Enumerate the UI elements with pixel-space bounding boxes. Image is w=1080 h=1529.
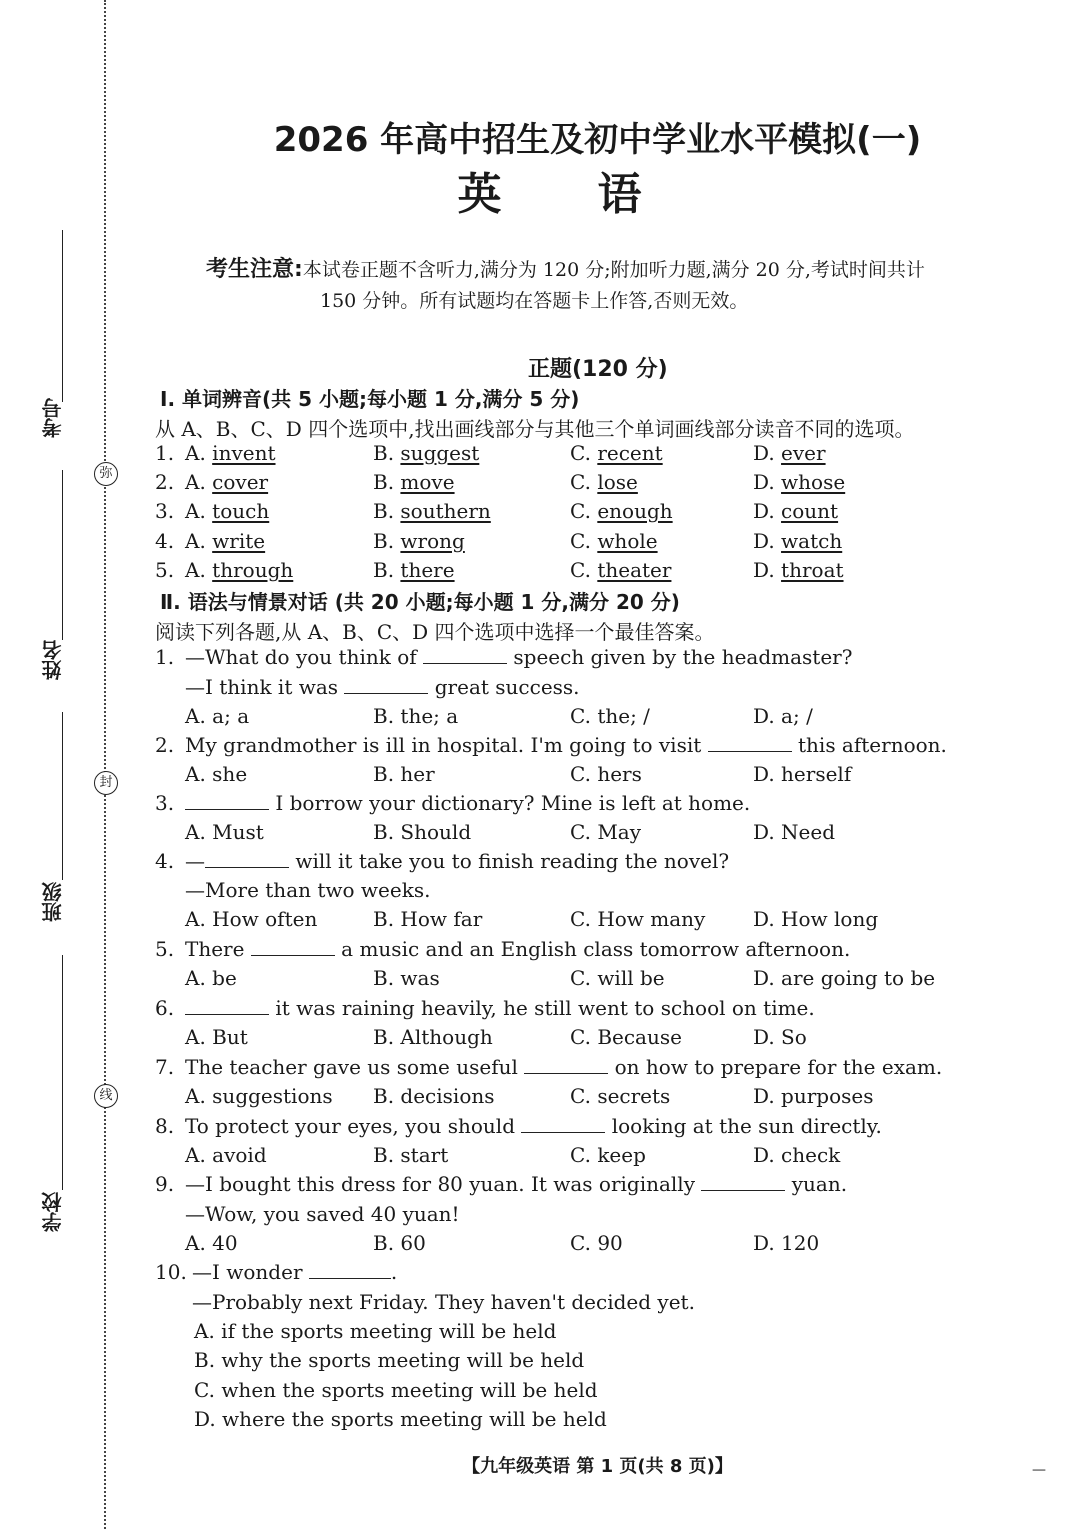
option-letter: B.	[373, 704, 395, 728]
option-text: 60	[400, 1231, 426, 1255]
option-text: Need	[781, 820, 836, 844]
option-text: 120	[781, 1231, 820, 1255]
option-word: invent	[212, 441, 276, 465]
option-letter: C.	[570, 1084, 591, 1108]
q8-option-d	[753, 1143, 840, 1167]
q8-text-a: To protect your eyes, you should	[185, 1114, 515, 1138]
option-word: watch	[781, 529, 843, 553]
q10-text-a: —I wonder	[192, 1260, 303, 1284]
option-letter: D.	[753, 441, 775, 465]
q1-line1	[185, 645, 852, 669]
q9-number: 9.	[155, 1172, 175, 1196]
option-letter: A.	[185, 1231, 206, 1255]
subject-title: 英语	[457, 169, 738, 220]
q9-text-a: —I bought this dress for 80 yuan. It was originally	[185, 1172, 695, 1196]
q2-option-a	[185, 762, 247, 786]
part1-q3-option-c	[570, 499, 673, 523]
part1-q4-option-a	[185, 529, 265, 553]
part1-q4-option-b	[373, 529, 465, 553]
q8-option-b	[373, 1143, 448, 1167]
q9-option-c	[570, 1231, 623, 1255]
option-letter: A.	[185, 1084, 206, 1108]
binding-dotted-line	[104, 0, 106, 1529]
option-letter: D.	[753, 529, 775, 553]
blank	[251, 937, 335, 956]
option-letter: B.	[373, 820, 395, 844]
part1-q5-option-a	[185, 558, 293, 582]
part1-q1-option-c	[570, 441, 663, 465]
option-letter: B.	[373, 558, 395, 582]
option-word: whose	[781, 470, 846, 494]
q4-option-d	[753, 907, 878, 931]
q7-text-a: The teacher gave us some useful	[185, 1055, 518, 1079]
part1-q5-option-b	[373, 558, 455, 582]
part1-q2-option-d	[753, 470, 845, 494]
option-letter: B.	[373, 441, 395, 465]
part1-heading: Ⅰ. 单词辨音(共 5 小题;每小题 1 分,满分 5 分)	[160, 387, 580, 411]
option-letter: A.	[185, 762, 206, 786]
option-letter: C.	[570, 1231, 591, 1255]
blank	[185, 791, 269, 810]
option-word: there	[400, 558, 455, 582]
class-line	[62, 712, 63, 880]
option-text: a; /	[781, 704, 813, 728]
q2-text-a: My grandmother is ill in hospital. I'm going to visit	[185, 733, 702, 757]
option-letter: D.	[753, 1143, 775, 1167]
option-letter: D.	[753, 1025, 775, 1049]
option-letter: A.	[185, 441, 206, 465]
option-letter: A.	[185, 907, 206, 931]
q4-option-a	[185, 907, 317, 931]
part1-q4-number: 4.	[155, 529, 175, 553]
q5-option-d	[753, 966, 935, 990]
option-text: suggestions	[212, 1084, 333, 1108]
q9-option-d	[753, 1231, 819, 1255]
option-text: hers	[597, 762, 642, 786]
q4-text-b: will it take you to finish reading the novel?	[295, 849, 730, 873]
option-word: suggest	[400, 441, 480, 465]
exam-number-line	[62, 230, 63, 402]
option-letter: D.	[753, 1084, 775, 1108]
option-text: why the sports meeting will be held	[221, 1348, 585, 1372]
page-footer: 【九年级英语 第 1 页(共 8 页)】	[462, 1456, 733, 1477]
option-word: theater	[597, 558, 672, 582]
q8-number: 8.	[155, 1114, 175, 1138]
part1-q5-option-d	[753, 558, 844, 582]
q5-line1	[185, 937, 850, 961]
option-text: secrets	[597, 1084, 671, 1108]
option-letter: C.	[570, 499, 591, 523]
option-text: start	[400, 1143, 449, 1167]
q8-option-c	[570, 1143, 646, 1167]
q1-text-b: speech given by the headmaster?	[513, 645, 853, 669]
q4-number: 4.	[155, 849, 175, 873]
blank	[708, 733, 792, 752]
option-letter: C.	[570, 470, 591, 494]
option-word: throat	[781, 558, 844, 582]
option-word: enough	[597, 499, 673, 523]
q7-line1	[185, 1055, 942, 1079]
option-letter: A.	[185, 558, 206, 582]
option-word: wrong	[400, 529, 465, 553]
q2-number: 2.	[155, 733, 175, 757]
part1-q1-option-a	[185, 441, 276, 465]
q6-text-b: it was raining heavily, he still went to school on time.	[275, 996, 815, 1020]
q9-line2: —Wow, you saved 40 yuan!	[185, 1202, 460, 1226]
q6-option-d	[753, 1025, 807, 1049]
part1-q2-option-a	[185, 470, 268, 494]
q4-line2: —More than two weeks.	[185, 878, 431, 902]
option-text: But	[212, 1025, 248, 1049]
option-letter: B.	[373, 966, 395, 990]
option-word: write	[212, 529, 266, 553]
option-text: the; a	[400, 704, 459, 728]
q3-option-d	[753, 820, 835, 844]
option-letter: B.	[373, 470, 395, 494]
q10-option-c	[194, 1378, 598, 1402]
option-text: keep	[597, 1143, 646, 1167]
q5-option-a	[185, 966, 237, 990]
option-text: avoid	[212, 1143, 267, 1167]
q1-option-a	[185, 704, 249, 728]
q7-option-b	[373, 1084, 495, 1108]
option-letter: D.	[753, 470, 775, 494]
option-letter: D.	[753, 966, 775, 990]
notice-line-1	[206, 252, 925, 283]
q1-number: 1.	[155, 645, 175, 669]
option-word: count	[781, 499, 839, 523]
option-text: Should	[400, 820, 472, 844]
q5-text-a: There	[185, 937, 245, 961]
q6-option-c	[570, 1025, 682, 1049]
q1-option-d	[753, 704, 813, 728]
option-text: 90	[597, 1231, 623, 1255]
q3-option-c	[570, 820, 641, 844]
q4-option-b	[373, 907, 482, 931]
part1-instruction: 从 A、B、C、D 四个选项中,找出画线部分与其他三个单词画线部分读音不同的选项。	[155, 417, 915, 441]
q6-option-b	[373, 1025, 493, 1049]
q4-option-c	[570, 907, 705, 931]
q2-option-c	[570, 762, 642, 786]
blank	[524, 1055, 608, 1074]
q8-line1	[185, 1114, 882, 1138]
option-letter: D.	[194, 1407, 216, 1431]
option-text: How long	[781, 907, 879, 931]
q7-text-b: on how to prepare for the exam.	[614, 1055, 943, 1079]
option-text: when the sports meeting will be held	[221, 1378, 598, 1402]
q10-option-a	[194, 1319, 556, 1343]
seal-feng: 封	[94, 771, 118, 795]
option-text: How often	[212, 907, 318, 931]
q10-number: 10.	[155, 1260, 187, 1284]
seal-xian: 线	[94, 1084, 118, 1108]
option-letter: A.	[185, 966, 206, 990]
q10-line2: —Probably next Friday. They haven't decided yet.	[192, 1290, 695, 1314]
q1-text-d: great success.	[434, 675, 580, 699]
option-text: Must	[212, 820, 264, 844]
q2-line1	[185, 733, 947, 757]
q3-option-a	[185, 820, 264, 844]
option-letter: A.	[185, 1025, 206, 1049]
option-letter: B.	[373, 499, 395, 523]
q10-option-d	[194, 1407, 607, 1431]
blank	[309, 1260, 391, 1279]
part1-q3-option-a	[185, 499, 269, 523]
option-letter: C.	[570, 907, 591, 931]
exam-title: 2026 年高中招生及初中学业水平模拟(一)	[273, 120, 922, 160]
part1-q1-option-b	[373, 441, 479, 465]
option-word: move	[400, 470, 455, 494]
option-text: be	[212, 966, 237, 990]
option-letter: C.	[570, 966, 591, 990]
option-text: her	[400, 762, 435, 786]
option-text: How far	[400, 907, 483, 931]
option-text: will be	[597, 966, 665, 990]
q5-number: 5.	[155, 937, 175, 961]
option-letter: D.	[753, 499, 775, 523]
option-text: a; a	[212, 704, 250, 728]
part1-q4-option-d	[753, 529, 842, 553]
blank	[185, 996, 269, 1015]
option-letter: C.	[570, 1143, 591, 1167]
blank	[344, 675, 428, 694]
option-text: was	[400, 966, 440, 990]
option-letter: C.	[570, 529, 591, 553]
part1-q2-option-c	[570, 470, 638, 494]
blank	[205, 849, 289, 868]
part1-q2-number: 2.	[155, 470, 175, 494]
option-letter: C.	[570, 558, 591, 582]
option-letter: C.	[570, 820, 591, 844]
q1-option-b	[373, 704, 458, 728]
option-letter: D.	[753, 762, 775, 786]
option-letter: B.	[373, 907, 395, 931]
option-text: 40	[212, 1231, 238, 1255]
option-word: cover	[212, 470, 269, 494]
exam-number-label: 考号	[41, 398, 65, 438]
option-letter: A.	[185, 1143, 206, 1167]
q5-option-c	[570, 966, 665, 990]
blank	[521, 1114, 605, 1133]
option-letter: D.	[753, 820, 775, 844]
blank	[701, 1172, 785, 1191]
option-text: How many	[597, 907, 706, 931]
q9-option-a	[185, 1231, 238, 1255]
option-letter: A.	[185, 704, 206, 728]
option-letter: B.	[373, 1143, 395, 1167]
option-letter: D.	[753, 907, 775, 931]
q3-line1	[185, 791, 750, 815]
option-text: if the sports meeting will be held	[221, 1319, 557, 1343]
option-text: the; /	[597, 704, 650, 728]
option-letter: D.	[753, 1231, 775, 1255]
option-letter: C.	[570, 762, 591, 786]
q9-line1	[185, 1172, 847, 1196]
option-text: May	[597, 820, 642, 844]
option-letter: B.	[373, 1231, 395, 1255]
q2-option-b	[373, 762, 435, 786]
q2-text-b: this afternoon.	[798, 733, 947, 757]
q7-number: 7.	[155, 1055, 175, 1079]
q1-text-c: —I think it was	[185, 675, 339, 699]
option-word: ever	[781, 441, 826, 465]
school-label: 学校	[41, 1192, 65, 1232]
q6-number: 6.	[155, 996, 175, 1020]
q7-option-c	[570, 1084, 670, 1108]
q1-text-a: —What do you think of	[185, 645, 417, 669]
notice-text-1: 本试卷正题不含听力,满分为 120 分;附加听力题,满分 20 分,考试时间共计	[302, 259, 925, 281]
q5-text-b: a music and an English class tomorrow afternoon.	[341, 937, 851, 961]
q5-option-b	[373, 966, 440, 990]
option-text: herself	[781, 762, 852, 786]
q10-text-b: .	[390, 1260, 398, 1284]
q8-option-a	[185, 1143, 267, 1167]
option-word: recent	[597, 441, 663, 465]
part1-q3-number: 3.	[155, 499, 175, 523]
option-letter: A.	[185, 470, 206, 494]
part1-q1-number: 1.	[155, 441, 175, 465]
q3-number: 3.	[155, 791, 175, 815]
q2-option-d	[753, 762, 851, 786]
part1-q1-option-d	[753, 441, 826, 465]
option-letter: B.	[373, 529, 395, 553]
q6-option-a	[185, 1025, 248, 1049]
option-text: purposes	[781, 1084, 874, 1108]
option-text: Although	[400, 1025, 493, 1049]
q4-text-a: —	[185, 849, 205, 873]
blank	[423, 645, 507, 664]
q9-option-b	[373, 1231, 426, 1255]
option-letter: B.	[194, 1348, 216, 1372]
option-letter: D.	[753, 558, 775, 582]
option-text: are going to be	[781, 966, 936, 990]
option-letter: C.	[194, 1378, 215, 1402]
option-letter: B.	[373, 1025, 395, 1049]
seal-mi: 弥	[94, 462, 118, 486]
q1-line2	[185, 675, 580, 699]
corner-mark: —	[1032, 1462, 1046, 1478]
q3-option-b	[373, 820, 471, 844]
q10-line1	[192, 1260, 397, 1284]
option-word: touch	[212, 499, 270, 523]
option-text: So	[781, 1025, 807, 1049]
option-word: southern	[400, 499, 491, 523]
q6-line1	[185, 996, 815, 1020]
q4-line1	[185, 849, 729, 873]
part1-q5-option-c	[570, 558, 671, 582]
option-word: through	[212, 558, 294, 582]
option-letter: D.	[753, 704, 775, 728]
notice-label: 考生注意:	[206, 257, 303, 282]
option-word: lose	[597, 470, 638, 494]
q3-text-b: I borrow your dictionary? Mine is left at home.	[275, 791, 751, 815]
part1-q3-option-d	[753, 499, 838, 523]
name-line	[62, 470, 63, 640]
q8-text-b: looking at the sun directly.	[611, 1114, 882, 1138]
q9-text-b: yuan.	[791, 1172, 848, 1196]
part2-instruction: 阅读下列各题,从 A、B、C、D 四个选项中选择一个最佳答案。	[155, 620, 715, 644]
part1-q3-option-b	[373, 499, 491, 523]
part1-q5-number: 5.	[155, 558, 175, 582]
option-letter: C.	[570, 1025, 591, 1049]
notice-text-2: 150 分钟。所有试题均在答题卡上作答,否则无效。	[320, 290, 749, 312]
option-text: Because	[597, 1025, 682, 1049]
option-text: where the sports meeting will be held	[222, 1407, 607, 1431]
q10-option-b	[194, 1348, 584, 1372]
class-label: 班级	[41, 882, 65, 922]
option-letter: A.	[185, 820, 206, 844]
main-section-title: 正题(120 分)	[528, 357, 668, 382]
option-letter: A.	[185, 529, 206, 553]
option-letter: C.	[570, 704, 591, 728]
option-letter: C.	[570, 441, 591, 465]
name-label: 姓名	[41, 640, 65, 680]
option-text: she	[212, 762, 248, 786]
option-text: check	[781, 1143, 841, 1167]
q7-option-d	[753, 1084, 874, 1108]
part1-q2-option-b	[373, 470, 455, 494]
option-letter: B.	[373, 762, 395, 786]
option-letter: A.	[194, 1319, 215, 1343]
part2-heading: Ⅱ. 语法与情景对话 (共 20 小题;每小题 1 分,满分 20 分)	[160, 590, 680, 614]
q7-option-a	[185, 1084, 333, 1108]
option-text: decisions	[400, 1084, 495, 1108]
option-letter: A.	[185, 499, 206, 523]
q1-option-c	[570, 704, 650, 728]
option-word: whole	[597, 529, 658, 553]
part1-q4-option-c	[570, 529, 658, 553]
school-line	[62, 955, 63, 1190]
option-letter: B.	[373, 1084, 395, 1108]
